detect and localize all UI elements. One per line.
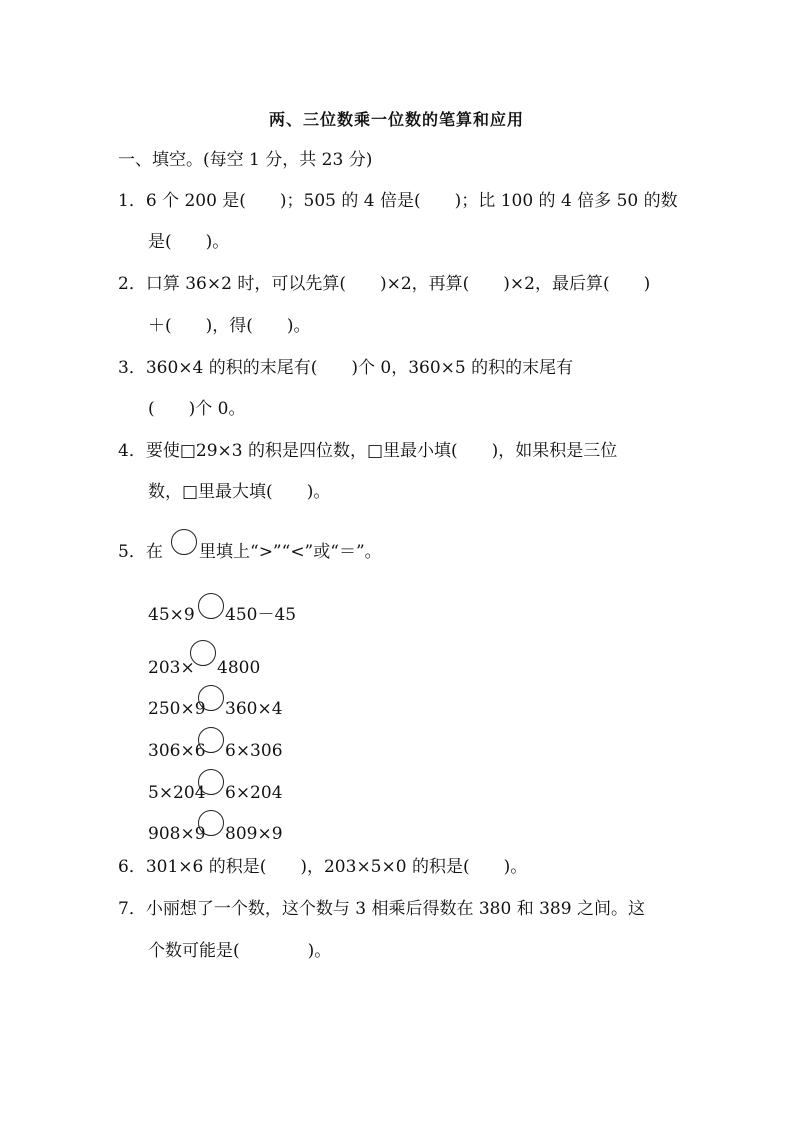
answer-circle-1[interactable] xyxy=(198,593,224,619)
answer-circle-4[interactable] xyxy=(198,727,224,753)
question-2-line-2: ＋( )，得( )。 xyxy=(148,316,311,336)
answer-circle-6[interactable] xyxy=(198,810,224,836)
question-7-line-2: 个数可能是( )。 xyxy=(148,941,332,961)
compare-left-2: 203× xyxy=(148,658,195,678)
compare-left-4: 306×6 xyxy=(148,741,206,761)
section-heading: 一、填空。(每空 1 分，共 23 分) xyxy=(118,150,373,170)
compare-right-6: 809×9 xyxy=(225,824,283,844)
question-5-prefix: 5．在 xyxy=(118,542,163,562)
question-5-suffix: 里填上“>”“<”或“＝”。 xyxy=(199,542,382,562)
answer-circle-3[interactable] xyxy=(198,685,224,711)
question-3-line-2: ( )个 0。 xyxy=(148,399,246,419)
question-1-line-1: 1．6 个 200 是( )；505 的 4 倍是( )；比 100 的 4 倍多 50 的数 xyxy=(118,191,678,211)
question-4-line-1: 4．要使□29×3 的积是四位数，□里最小填( )，如果积是三位 xyxy=(118,441,618,461)
question-7-line-1: 7．小丽想了一个数，这个数与 3 相乘后得数在 380 和 389 之间。这 xyxy=(118,899,645,919)
compare-right-4: 6×306 xyxy=(225,741,283,761)
compare-left-3: 250×9 xyxy=(148,699,206,719)
question-6-line-1: 6．301×6 的积是( )，203×5×0 的积是( )。 xyxy=(118,857,528,877)
compare-right-5: 6×204 xyxy=(225,783,283,803)
question-3-line-1: 3．360×4 的积的末尾有( )个 0，360×5 的积的末尾有 xyxy=(118,358,574,378)
answer-circle-2[interactable] xyxy=(190,640,216,666)
compare-right-2: 4800 xyxy=(217,658,261,678)
question-2-line-1: 2．口算 36×2 时，可以先算( )×2，再算( )×2，最后算( ) xyxy=(118,274,651,294)
answer-circle-5[interactable] xyxy=(198,769,224,795)
compare-left-6: 908×9 xyxy=(148,824,206,844)
worksheet-title: 两、三位数乘一位数的笔算和应用 xyxy=(268,110,524,129)
compare-right-1: 450－45 xyxy=(225,605,297,625)
compare-right-3: 360×4 xyxy=(225,699,283,719)
question-1-line-2: 是( )。 xyxy=(148,232,230,252)
compare-left-1: 45×9 xyxy=(148,605,195,625)
compare-left-5: 5×204 xyxy=(148,783,206,803)
question-4-line-2: 数，□里最大填( )。 xyxy=(148,482,331,502)
answer-circle-example xyxy=(171,529,197,555)
